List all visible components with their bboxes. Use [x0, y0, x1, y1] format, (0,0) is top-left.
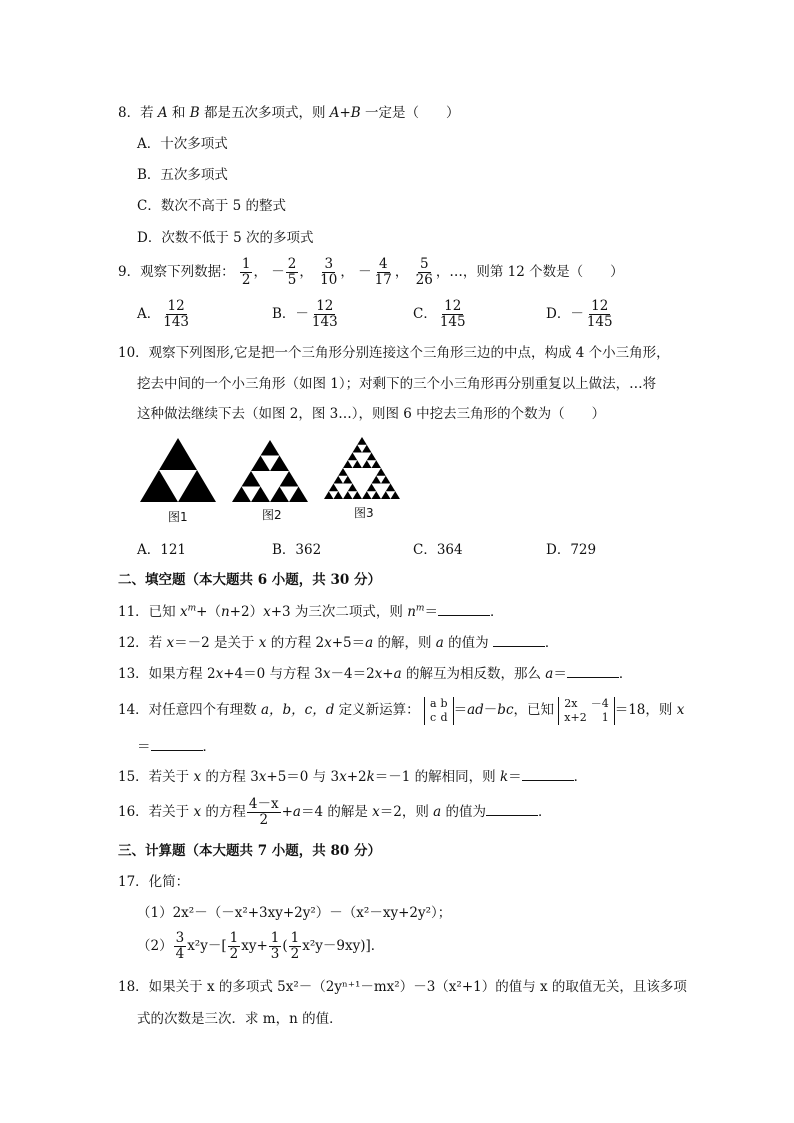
q13: 13．如果方程 2x+4＝0 与方程 3x－4＝2x+a 的解互为相反数，那么 a＝ ． [118, 666, 633, 682]
q8-option-c: C．数次不高于 5 的整式 [137, 198, 287, 214]
q9-option-d: D．－ $\frac{12}{145}$ [546, 298, 613, 330]
q8-option-d: D．次数不低于 5 次的多项式 [137, 230, 314, 246]
q10-option-a: A．121 [137, 542, 187, 558]
q8-stem: 8．若 A 和 B 都是五次多项式，则 A+B 一定是（ ） [118, 105, 460, 121]
q10-line-2: 挖去中间的一个小三角形（如图 1）；对剩下的三个小三角形再分别重复以上做法，…将 [137, 376, 657, 392]
figure-1-caption: 图1 [168, 510, 188, 524]
q12-answer-blank[interactable] [493, 633, 545, 647]
section-3-title: 三、计算题（本大题共 7 小题，共 80 分） [118, 843, 381, 859]
q8-option-b: B．五次多项式 [137, 167, 228, 183]
q11: 11．已知 $x^m+(n+2)x+3$ 为三次二项式，则 $n^m=$ ． [118, 603, 504, 620]
figure-3-triangle [324, 437, 400, 499]
figure-2-triangle [232, 440, 308, 502]
sierpinski-figures [135, 436, 410, 506]
q16: 16．若关于 x 的方程 $\frac{4-x}{2}$ +a＝4 的解是 x＝2，则 a 的值为 ． [118, 796, 552, 828]
q13-answer-blank[interactable] [567, 664, 619, 678]
section-2-title: 二、填空题（本大题共 6 小题，共 30 分） [118, 572, 381, 588]
q12: 12．若 x＝－2 是关于 x 的方程 2x+5＝a 的解，则 a 的值为 ． [118, 635, 559, 651]
q15-answer-blank[interactable] [522, 767, 574, 781]
q11-answer-blank[interactable] [438, 602, 490, 616]
q18-line-1: 18．如果关于 x 的多项式 5x²－（2yⁿ⁺¹－mx²）－3（x²+1）的值与 x 的取值无关，且该多项 [118, 979, 687, 995]
q10-line-1: 10．观察下列图形,它是把一个三角形分别连接这个三角形三边的中点，构成 4 个小三角形， [118, 345, 670, 361]
q9-option-a: A． $\frac{12}{143}$ [137, 298, 190, 330]
q14-answer-blank[interactable] [151, 737, 203, 751]
q10-option-b: B．362 [272, 542, 322, 558]
q9-term-2: － $\frac{2}{5}$ [271, 256, 297, 288]
q18-line-2: 式的次数是三次．求 m，n 的值． [137, 1011, 343, 1027]
q14-line-2: ＝ ． [137, 739, 216, 755]
figure-2-caption: 图2 [262, 508, 282, 522]
q10-option-c: C．364 [413, 542, 463, 558]
q17-part-1: （1）2x²－（－x²+3xy+2y²）－（x²－xy+2y²）； [137, 905, 452, 921]
q10-option-d: D．729 [546, 542, 597, 558]
q17-part-2: （2） $\frac{3}{4}$ x²y－[ $\frac{1}{2}$ xy+ $\frac{1}{3}$ ( $\frac{1}{2}$ x²y－9xy)]． [137, 930, 385, 962]
figure-3-caption: 图3 [354, 506, 374, 520]
q16-answer-blank[interactable] [486, 802, 538, 816]
q9-term-1: $\frac{1}{2}$ [241, 256, 251, 288]
q14-determinant-definition: a b c d [424, 697, 454, 725]
q9-term-3: $\frac{3}{10}$ [320, 256, 338, 288]
q8-option-a: A．十次多项式 [137, 136, 228, 152]
q15: 15．若关于 x 的方程 3x+5＝0 与 3x+2k＝－1 的解相同，则 k＝ ． [118, 769, 588, 785]
q17-title: 17．化简： [118, 874, 190, 890]
q14-determinant-given: 2x －4 x+2 1 [558, 697, 614, 725]
q9-option-c: C． $\frac{12}{145}$ [413, 298, 466, 330]
q9-option-b: B．－ $\frac{12}{143}$ [272, 298, 338, 330]
q9-term-5: $\frac{5}{26}$ [415, 256, 433, 288]
q14: 14．对任意四个有理数 a，b，c，d 定义新运算： a b c d ＝ad－bc，已知 2x －4 x+2 1 ＝18，则 x [118, 696, 685, 724]
q9-stem: 9．观察下列数据： $\frac{1}{2}$ ， － $\frac{2}{5}$ ， $\frac{3}{10}$ ， － $\frac{4}{17}$ ， $\frac{5}{26}$ ，…，则第 12 个数是（ ） [118, 256, 624, 288]
figure-1-triangle [140, 438, 216, 502]
q9-term-4: － $\frac{4}{17}$ [358, 256, 392, 288]
q10-line-3: 这种做法继续下去（如图 2，图 3…），则图 6 中挖去三角形的个数为（ ） [137, 406, 606, 422]
